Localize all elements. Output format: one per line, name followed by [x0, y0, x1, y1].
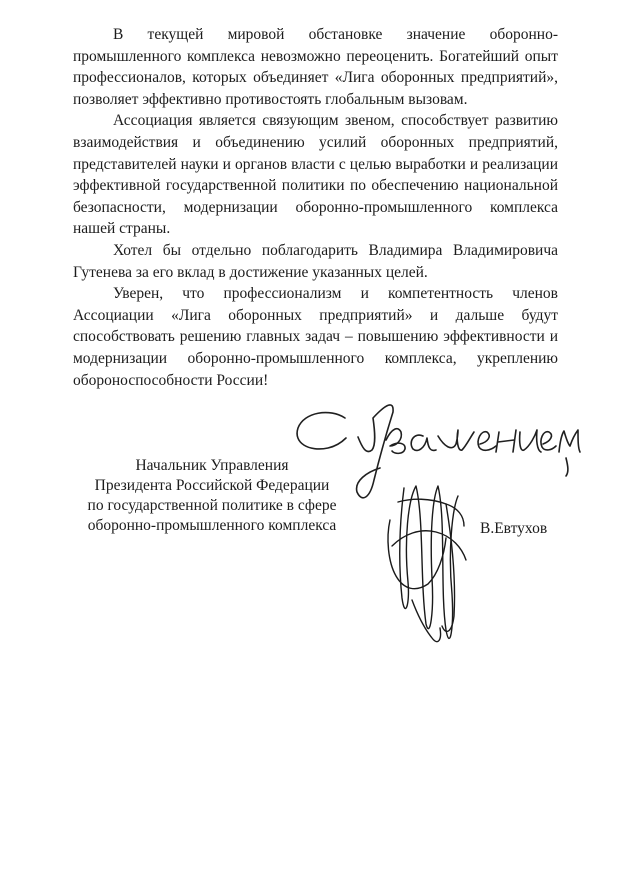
position-line: Президента Российской Федерации: [94, 477, 330, 494]
position-line: Начальник Управления: [135, 457, 289, 474]
signature-stroke: [400, 486, 458, 638]
body-paragraph: В текущей мировой обстановке значение оборонно-промышленного комплекса невозможно переоценить. Богатейший опыт профессионалов, которых объединяет «Лига оборонных предприятий», позволяет эффективно противостоять глобальным вызовам.: [73, 26, 558, 108]
body-paragraph: Хотел бы отдельно поблагодарить Владимира Владимировича Гутенева за его вклад в достижение указанных целей.: [73, 241, 558, 281]
position-line: оборонно-промышленного комплекса: [87, 517, 337, 534]
position-line: по государственной политике в сфере: [87, 497, 337, 514]
signature-stroke: [392, 531, 466, 560]
body-paragraph: Ассоциация является связующим звеном, способствует развитию взаимодействия и объединению усилий оборонных предприятий, представителей науки и органов власти с целью выработки и реализации эффективной государственной политики по обеспечению национальной безопасности, модернизации оборонно-промышленного комплекса нашей страны.: [73, 112, 558, 238]
signer-name: В.Евтухов: [480, 520, 548, 537]
signature-stroke: [388, 520, 446, 589]
body-paragraph: Уверен, что профессионализм и компетентность членов Ассоциации «Лига оборонных предприятий» и дальше будут способствовать решению главных задач – повышению эффективности и модернизации оборонно-промышленного комплекса, укреплению обороноспособности России!: [73, 285, 558, 389]
